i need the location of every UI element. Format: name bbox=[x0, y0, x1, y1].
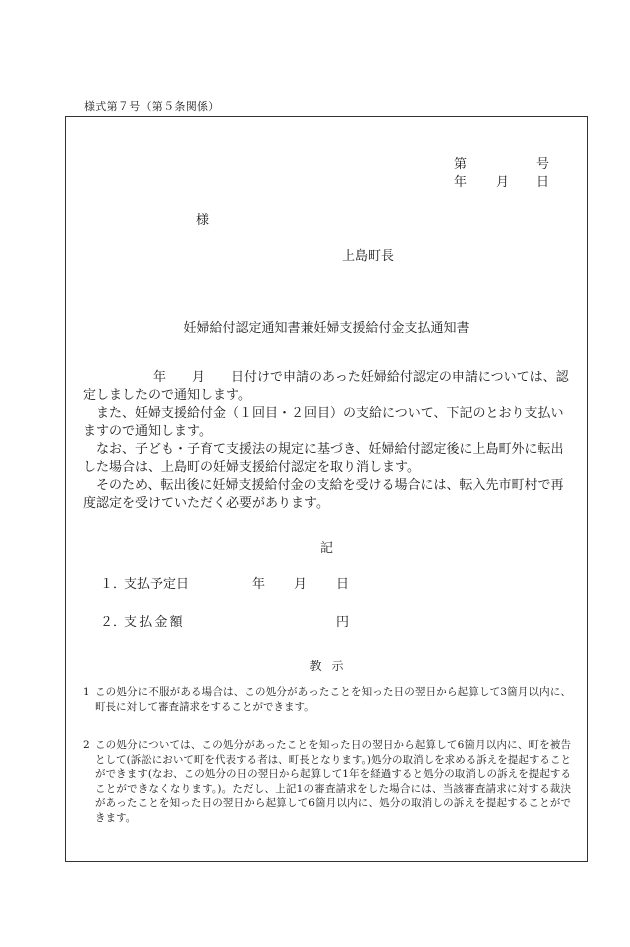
instruction-1-number: 1 bbox=[83, 686, 90, 698]
instruction-item-2 bbox=[83, 738, 571, 825]
issue-date-year: 年 bbox=[454, 175, 468, 190]
item-1-month: 月 bbox=[294, 577, 308, 592]
issuer-name: 上島町長 bbox=[342, 249, 395, 264]
instruction-1-text: この処分に不服がある場合は、この処分があったことを知った日の翌日から起算して3箇月以内に、町長に対して審査請求をすることができます。 bbox=[95, 686, 571, 713]
item-2-yen: 円 bbox=[336, 615, 350, 630]
body-paragraph-2: また、妊婦支援給付金（１回目・２回目）の支給について、下記のとおり支払いますので通知します。 bbox=[83, 406, 564, 439]
item-1-number: １． bbox=[100, 577, 127, 592]
body-paragraph-3: なお、子ども・子育て支援法の規定に基づき、妊婦給付認定後に上島町外に転出した場合は、上島町の妊婦支援給付認定を取り消します。 bbox=[83, 442, 564, 475]
item-1-day: 日 bbox=[336, 577, 350, 592]
body-paragraph-1: 年 月 日付けで申請のあった妊婦給付認定の申請については、認定しましたので通知します。 bbox=[83, 370, 569, 403]
instruction-2-text: この処分については、この処分があったことを知った日の翌日から起算して6箇月以内に、町を被告として(訴訟において町を代表する者は、町長となります。)処分の取消しを求める訴えを提起することができます(なお、この処分の日の翌日から起算して1年を経過すると処分の取消しの訴えを提起することができなくなります。)。ただし、上記1の審査請求をした場合には、当該審査請求に対する裁決があったことを知った日の翌日から起算して6箇月以内に、処分の取消しの訴えを提起することができます。 bbox=[95, 739, 571, 824]
instruction-item-1 bbox=[83, 685, 571, 714]
instruction-title: 教示 bbox=[309, 659, 354, 673]
issue-date-month: 月 bbox=[496, 175, 510, 190]
document-number-prefix: 第 bbox=[454, 157, 468, 172]
item-1-year: 年 bbox=[252, 577, 266, 592]
item-2-number: ２． bbox=[100, 615, 127, 630]
document-title: 妊婦給付認定通知書兼妊婦支援給付金支払通知書 bbox=[183, 321, 470, 336]
form-number-label: 様式第７号（第５条関係） bbox=[84, 100, 220, 113]
item-1-label: 支払予定日 bbox=[124, 577, 190, 592]
item-2-label: 支払金額 bbox=[124, 615, 185, 630]
instruction-2-number: 2 bbox=[83, 739, 90, 751]
document-frame bbox=[65, 116, 588, 862]
document-number-suffix: 号 bbox=[536, 157, 550, 172]
notice-body bbox=[83, 369, 571, 513]
issue-date-day: 日 bbox=[536, 175, 550, 190]
record-heading: 記 bbox=[319, 541, 333, 556]
body-paragraph-4: そのため、転出後に妊婦支援給付金の支給を受ける場合には、転入先市町村で再度認定を受けていただく必要があります。 bbox=[83, 478, 564, 511]
addressee-honorific: 様 bbox=[196, 213, 210, 228]
